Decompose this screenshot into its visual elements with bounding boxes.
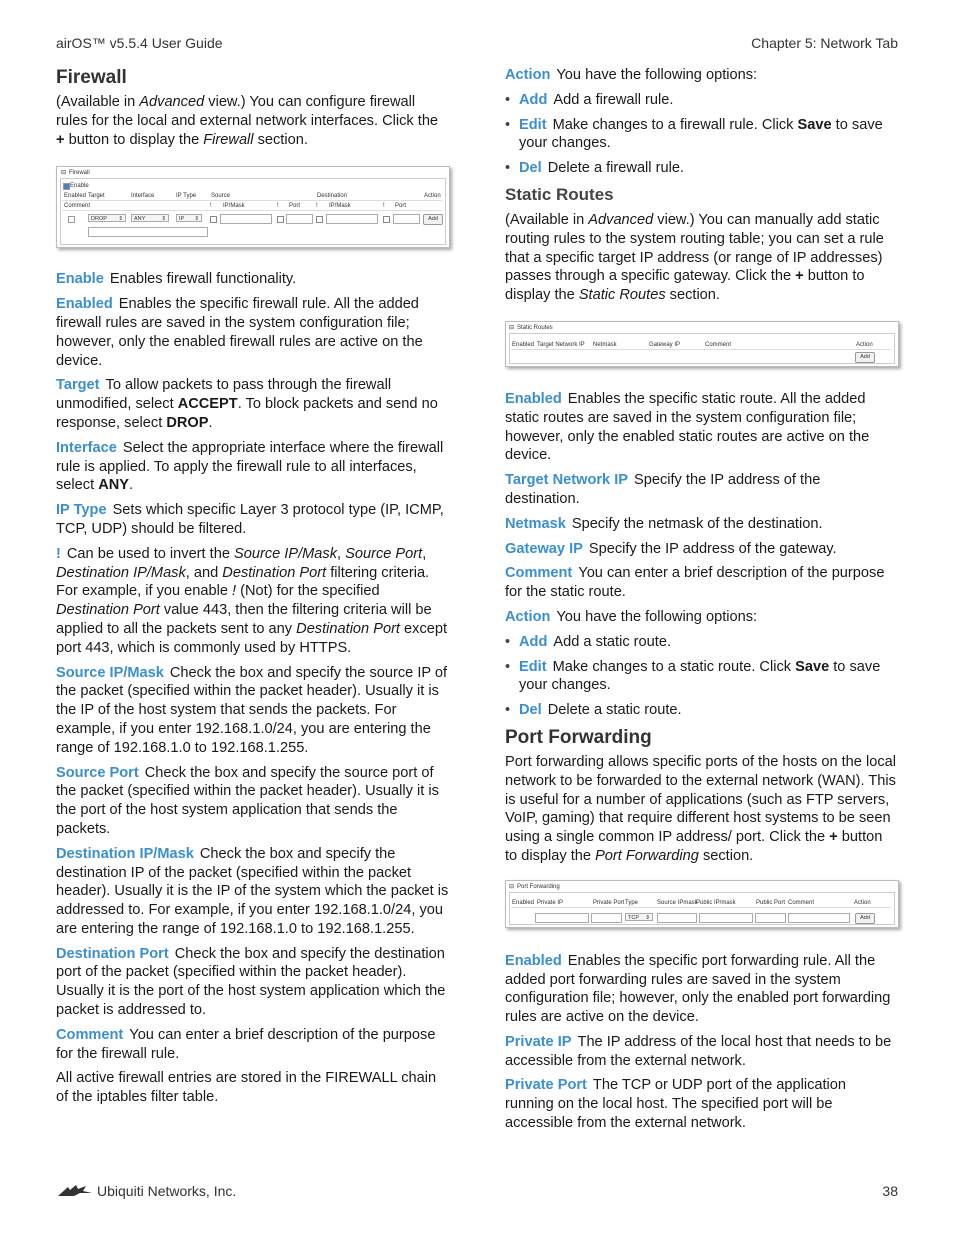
col-netmask: Netmask [593, 341, 617, 348]
firewall-add-button[interactable]: Add [423, 214, 443, 225]
firewall-action-list [505, 91, 898, 178]
col-comment: Comment [64, 203, 91, 210]
col-src-port: Port [289, 203, 301, 210]
src-port-field[interactable] [286, 214, 313, 224]
static-routes-intro: (Available in Advanced view.) You can manually add static routing rules to the system routing table; you can set a rule that a specific target IP address (or range of IP addresses) passes through a specific gateway. Click the + button to display the Static Routes section. [505, 211, 884, 304]
col-ip-type: IP Type [176, 193, 197, 200]
static-routes-screenshot [505, 321, 899, 367]
def-comment: Comment You can enter a brief description of the purpose for the firewall rule. [56, 1026, 436, 1062]
def-enable: Enable Enables firewall functionality. [56, 271, 297, 288]
def-sr-enabled: Enabled Enables the specific static route. All the added static routes are saved in the system configuration file; however, only the enabled static routes are active on the device. [505, 390, 870, 464]
src-ipmask-field[interactable] [220, 214, 272, 224]
static-routes-add-button[interactable]: Add [855, 352, 875, 363]
col-type: Type [625, 899, 639, 906]
def-sr-gateway-ip: Gateway IP Specify the IP address of the gateway. [505, 540, 837, 557]
col-dst-port: Port [395, 203, 407, 210]
src-ip-not-checkbox[interactable] [210, 216, 217, 223]
static-routes-collapse-icon[interactable]: ⊟ [509, 324, 515, 331]
def-interface: Interface Select the appropriate interface where the firewall rule is applied. To apply the firewall rule to all interfaces, select ANY. [56, 439, 444, 494]
public-port-field[interactable] [755, 913, 786, 923]
col-action: Action [856, 341, 873, 348]
col-private-ip: Private IP [537, 899, 564, 906]
ubiquiti-logo-icon [56, 1184, 94, 1198]
def-sr-netmask: Netmask Specify the netmask of the destination. [505, 515, 823, 532]
port-forwarding-intro: Port forwarding allows specific ports of the hosts on the local network to be forwarded to the external network (WAN). This is useful for a number of applications (such as FTP servers, VoIP, gaming) that require different host systems to be seen using a single common IP address/ port. Click the + button to display the Port Forwarding section. [505, 753, 896, 864]
def-source-ipmask: Source IP/Mask Check the box and specify the source IP of the packet (specified within the packet header). Usually it is the IP of the host system that sends the packets. For example, if you enter 192.168.1.0/24, you are entering the range of 192.168.1.0 to 192.168.1.255. [56, 664, 448, 756]
firewall-section-title: Firewall [69, 170, 90, 177]
list-item: • Add Add a firewall rule. [505, 91, 898, 110]
firewall-enable-checkbox[interactable] [63, 183, 70, 190]
col-interface: Interface [131, 193, 155, 200]
iptype-select[interactable]: IP ⇕ [176, 214, 202, 222]
firewall-intro: (Available in Advanced view.) You can configure firewall rules for the local and external network interfaces. Click the + button to display the Firewall section. [56, 94, 439, 148]
rule-enabled-checkbox[interactable] [68, 216, 75, 223]
port-forwarding-heading: Port Forwarding [505, 726, 652, 748]
port-forwarding-screenshot [505, 880, 899, 928]
private-port-field[interactable] [591, 913, 622, 923]
def-pf-private-port: Private Port The TCP or UDP port of the application running on the local host. The specified port will be accessible from the external network. [505, 1077, 847, 1132]
col-action: Action [854, 899, 871, 906]
col-not-3: ! [316, 203, 318, 210]
def-sr-action: Action You have the following options: [505, 608, 758, 625]
def-not: ! Can be used to invert the Source IP/Mask, Source Port, Destination IP/Mask, and Destination Port filtering criteria. For example, if you enable ! (Not) for the specified Destination Port value 443, then the filtering criteria will be applied to all the packets sent to any Destination Port except port 443, which is commonly used by HTTPS. [56, 545, 448, 656]
firewall-screenshot [56, 166, 450, 248]
list-item: • Add Add a static route. [505, 633, 898, 652]
def-pf-enabled: Enabled Enables the specific port forwarding rule. All the added port forwarding rules are saved in the system configuration file; however, only the enabled port forwarding rules are active on the device. [505, 952, 891, 1026]
def-destination-port: Destination Port Check the box and specify the destination port of the packet (specified within the packet header). Usually it is the port of the host system application which the packet is addressed to. [56, 945, 446, 1019]
type-select[interactable]: TCP ⇕ [625, 913, 653, 921]
col-private-port: Private Port [593, 899, 625, 906]
col-action: Action [424, 193, 441, 200]
col-source-ipmask: Source IPmask [657, 899, 698, 906]
def-ip-type: IP Type Sets which specific Layer 3 protocol type (IP, ICMP, TCP, UDP) should be filtered. [56, 502, 444, 537]
col-enabled: Enabled [64, 193, 87, 200]
dst-port-field[interactable] [393, 214, 420, 224]
col-source: Source [211, 193, 231, 200]
list-item: • Del Delete a firewall rule. [505, 159, 898, 178]
def-source-port: Source Port Check the box and specify the source port of the packet (specified within the packet header). Usually it is the port of the host system application that sends the packets. [56, 764, 439, 837]
comment-field[interactable] [788, 913, 850, 923]
dst-port-not-checkbox[interactable] [383, 216, 390, 223]
col-not-2: ! [277, 203, 279, 210]
port-forwarding-add-button[interactable]: Add [855, 913, 875, 924]
def-pf-private-ip: Private IP The IP address of the local host that needs to be accessible from the external network. [505, 1033, 892, 1069]
list-item: • Edit Make changes to a firewall rule. Click Save to save your changes. [505, 116, 898, 154]
def-firewall-action: Action You have the following options: [505, 67, 758, 83]
source-ipmask-field[interactable] [657, 913, 697, 923]
list-item: • Edit Make changes to a static route. Click Save to save your changes. [505, 658, 898, 696]
footer-company: Ubiquiti Networks, Inc. [56, 1182, 236, 1201]
col-gateway-ip: Gateway IP [649, 341, 681, 348]
firewall-enable-label: Enable [70, 183, 89, 190]
page-number: 38 [882, 1183, 898, 1199]
private-ip-field[interactable] [535, 913, 589, 923]
left-column [56, 66, 450, 1113]
static-routes-action-list [505, 633, 898, 720]
col-src-ipmask: IP/Mask [223, 203, 245, 210]
interface-select[interactable]: ANY ⇕ [131, 214, 169, 222]
public-ipmask-field[interactable] [699, 913, 753, 923]
header-chapter: Chapter 5: Network Tab [751, 35, 898, 51]
col-comment: Comment [788, 899, 815, 906]
firewall-collapse-icon[interactable]: ⊟ [61, 170, 67, 177]
col-not-4: ! [383, 203, 385, 210]
col-enabled: Enabled [512, 341, 535, 348]
col-destination: Destination [317, 193, 348, 200]
col-not-1: ! [210, 203, 212, 210]
def-sr-target-network-ip: Target Network IP Specify the IP address of the destination. [505, 472, 821, 507]
def-target: Target To allow packets to pass through the firewall unmodified, select ACCEPT. To block packets and send no response, select DROP. [56, 377, 438, 431]
col-target-network-ip: Target Network IP [537, 341, 585, 348]
def-destination-ipmask: Destination IP/Mask Check the box and specify the destination IP of the packet (specified within the packet header). Usually it is the IP of the system which the packet is addressed to. For example, if you enter 192.168.1.0/24, you are entering the range of 192.168.1.0 to 192.168.1.255. [56, 845, 449, 937]
col-target: Target [88, 193, 105, 200]
src-port-not-checkbox[interactable] [277, 216, 284, 223]
port-forwarding-section-title: Port Forwarding [517, 883, 560, 890]
col-enabled: Enabled [512, 899, 535, 906]
static-routes-heading: Static Routes [505, 184, 614, 204]
col-dst-ipmask: IP/Mask [329, 203, 351, 210]
col-public-ipmask: Public IP/mask [696, 899, 736, 906]
def-enabled: Enabled Enables the specific firewall rule. All the added firewall rules are saved in the system configuration file; however, only the enabled firewall rules are active on the device. [56, 296, 423, 369]
right-column [505, 66, 898, 1139]
port-forwarding-collapse-icon[interactable]: ⊟ [509, 883, 515, 890]
firewall-heading: Firewall [56, 67, 127, 88]
header-guide-title: airOS™ v5.5.4 User Guide [56, 35, 223, 51]
comment-field[interactable] [88, 227, 208, 237]
dst-ip-not-checkbox[interactable] [316, 216, 323, 223]
col-comment: Comment [705, 341, 732, 348]
def-sr-comment: Comment You can enter a brief description of the purpose for the static route. [505, 565, 885, 601]
list-item: • Del Delete a static route. [505, 701, 898, 720]
static-routes-section-title: Static Routes [517, 324, 553, 331]
target-select[interactable]: DROP ⇕ [88, 214, 126, 222]
firewall-closing: All active firewall entries are stored in the FIREWALL chain of the iptables filter table. [56, 1070, 437, 1106]
dst-ipmask-field[interactable] [326, 214, 378, 224]
col-public-port: Public Port [756, 899, 786, 906]
